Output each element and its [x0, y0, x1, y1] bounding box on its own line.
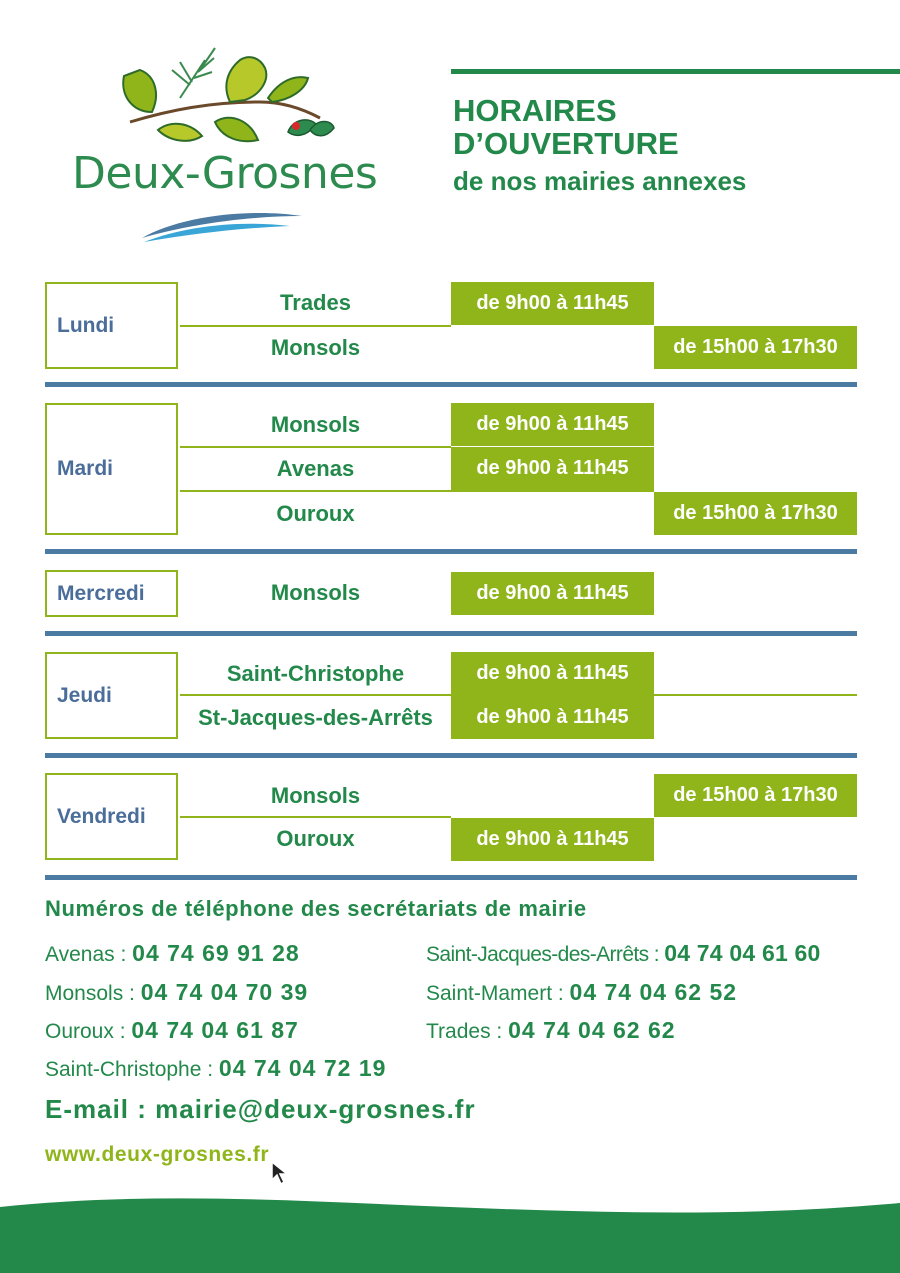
place-name: Monsols — [270, 335, 361, 360]
cursor-pointer-icon — [270, 1160, 292, 1186]
phone-entry-trades — [426, 1017, 676, 1044]
phone-number: 04 74 69 91 28 — [132, 940, 300, 966]
phone-entry-saint-christophe — [45, 1055, 386, 1082]
phone-label: Saint-Mamert : — [426, 982, 570, 1005]
day-separator — [45, 875, 857, 880]
day-box-vendredi — [45, 773, 178, 860]
day-box-mercredi — [45, 570, 178, 617]
phone-label: Ouroux : — [45, 1020, 132, 1043]
day-separator — [45, 753, 857, 758]
page-title-line2: D’OUVERTURE — [453, 126, 679, 161]
time-slot: de 9h00 à 11h45 — [451, 696, 654, 739]
place-name: Monsols — [270, 412, 361, 437]
phone-number: 04 74 04 62 52 — [569, 979, 738, 1005]
phone-entry-avenas — [45, 940, 300, 967]
row-divider — [180, 490, 654, 492]
logo-leaves-graphic — [110, 40, 340, 155]
day-separator — [45, 382, 857, 387]
phone-number: 04 74 04 72 19 — [218, 1055, 387, 1081]
day-box-mardi — [45, 403, 178, 535]
phone-entry-monsols — [45, 979, 308, 1006]
logo-wave-graphic — [140, 206, 310, 246]
row-divider — [180, 325, 451, 327]
row-divider — [180, 446, 451, 448]
day-separator — [45, 549, 857, 554]
phone-number: 04 74 04 62 62 — [508, 1017, 676, 1043]
phone-number: 04 74 04 70 39 — [140, 979, 309, 1005]
phone-number: 04 74 04 61 87 — [131, 1017, 299, 1043]
day-label-mardi: Mardi — [57, 457, 114, 480]
place-name: Trades — [280, 290, 351, 315]
phone-entry-ouroux — [45, 1017, 299, 1044]
place-name: Monsols — [270, 580, 361, 605]
phone-entry-saint-mamert — [426, 979, 737, 1006]
phone-label: Monsols : — [45, 982, 141, 1005]
phones-title: Numéros de téléphone des secrétariats de mairie — [45, 896, 587, 921]
place-name: St-Jacques-des-Arrêts — [198, 705, 433, 730]
time-slot: de 15h00 à 17h30 — [654, 774, 857, 817]
day-label-jeudi: Jeudi — [57, 683, 112, 707]
day-box-jeudi — [45, 652, 178, 739]
phone-label: Avenas : — [45, 943, 133, 966]
place-name: Monsols — [270, 783, 361, 808]
day-label-mercredi: Mercredi — [57, 581, 145, 605]
time-slot: de 9h00 à 11h45 — [451, 818, 654, 861]
phone-label: Saint-Christophe : — [45, 1058, 219, 1081]
row-divider — [180, 816, 451, 818]
day-box-lundi — [45, 282, 178, 369]
time-slot: de 9h00 à 11h45 — [451, 403, 654, 446]
place-name: Saint-Christophe — [226, 661, 405, 686]
page-title-line1: HORAIRES — [453, 93, 617, 128]
time-slot: de 9h00 à 11h45 — [451, 282, 654, 325]
time-slot: de 9h00 à 11h45 — [451, 447, 654, 490]
day-separator — [45, 631, 857, 636]
footer-wave-band — [0, 1195, 900, 1273]
phone-label: Saint-Jacques-des-Arrêts : — [426, 943, 665, 966]
time-slot: de 9h00 à 11h45 — [451, 572, 654, 615]
place-name: Ouroux — [276, 501, 355, 526]
website-link[interactable]: www.deux-grosnes.fr — [45, 1143, 270, 1166]
time-slot: de 9h00 à 11h45 — [451, 652, 654, 695]
time-slot: de 15h00 à 17h30 — [654, 492, 857, 535]
header-rule — [451, 69, 900, 74]
phone-entry-saint-jacques — [426, 940, 821, 967]
page-subtitle: de nos mairies annexes — [453, 166, 747, 196]
place-name: Avenas — [276, 456, 355, 481]
phone-number: 04 74 04 61 60 — [664, 940, 821, 966]
page-title — [453, 94, 679, 160]
email-link[interactable]: E-mail : mairie@deux-grosnes.fr — [45, 1094, 476, 1124]
day-label-lundi: Lundi — [57, 313, 115, 337]
place-name: Ouroux — [276, 826, 355, 851]
time-slot: de 15h00 à 17h30 — [654, 326, 857, 369]
day-label-vendredi: Vendredi — [57, 804, 146, 828]
logo-name: Deux-Grosnes — [72, 148, 378, 199]
phone-label: Trades : — [426, 1020, 509, 1043]
